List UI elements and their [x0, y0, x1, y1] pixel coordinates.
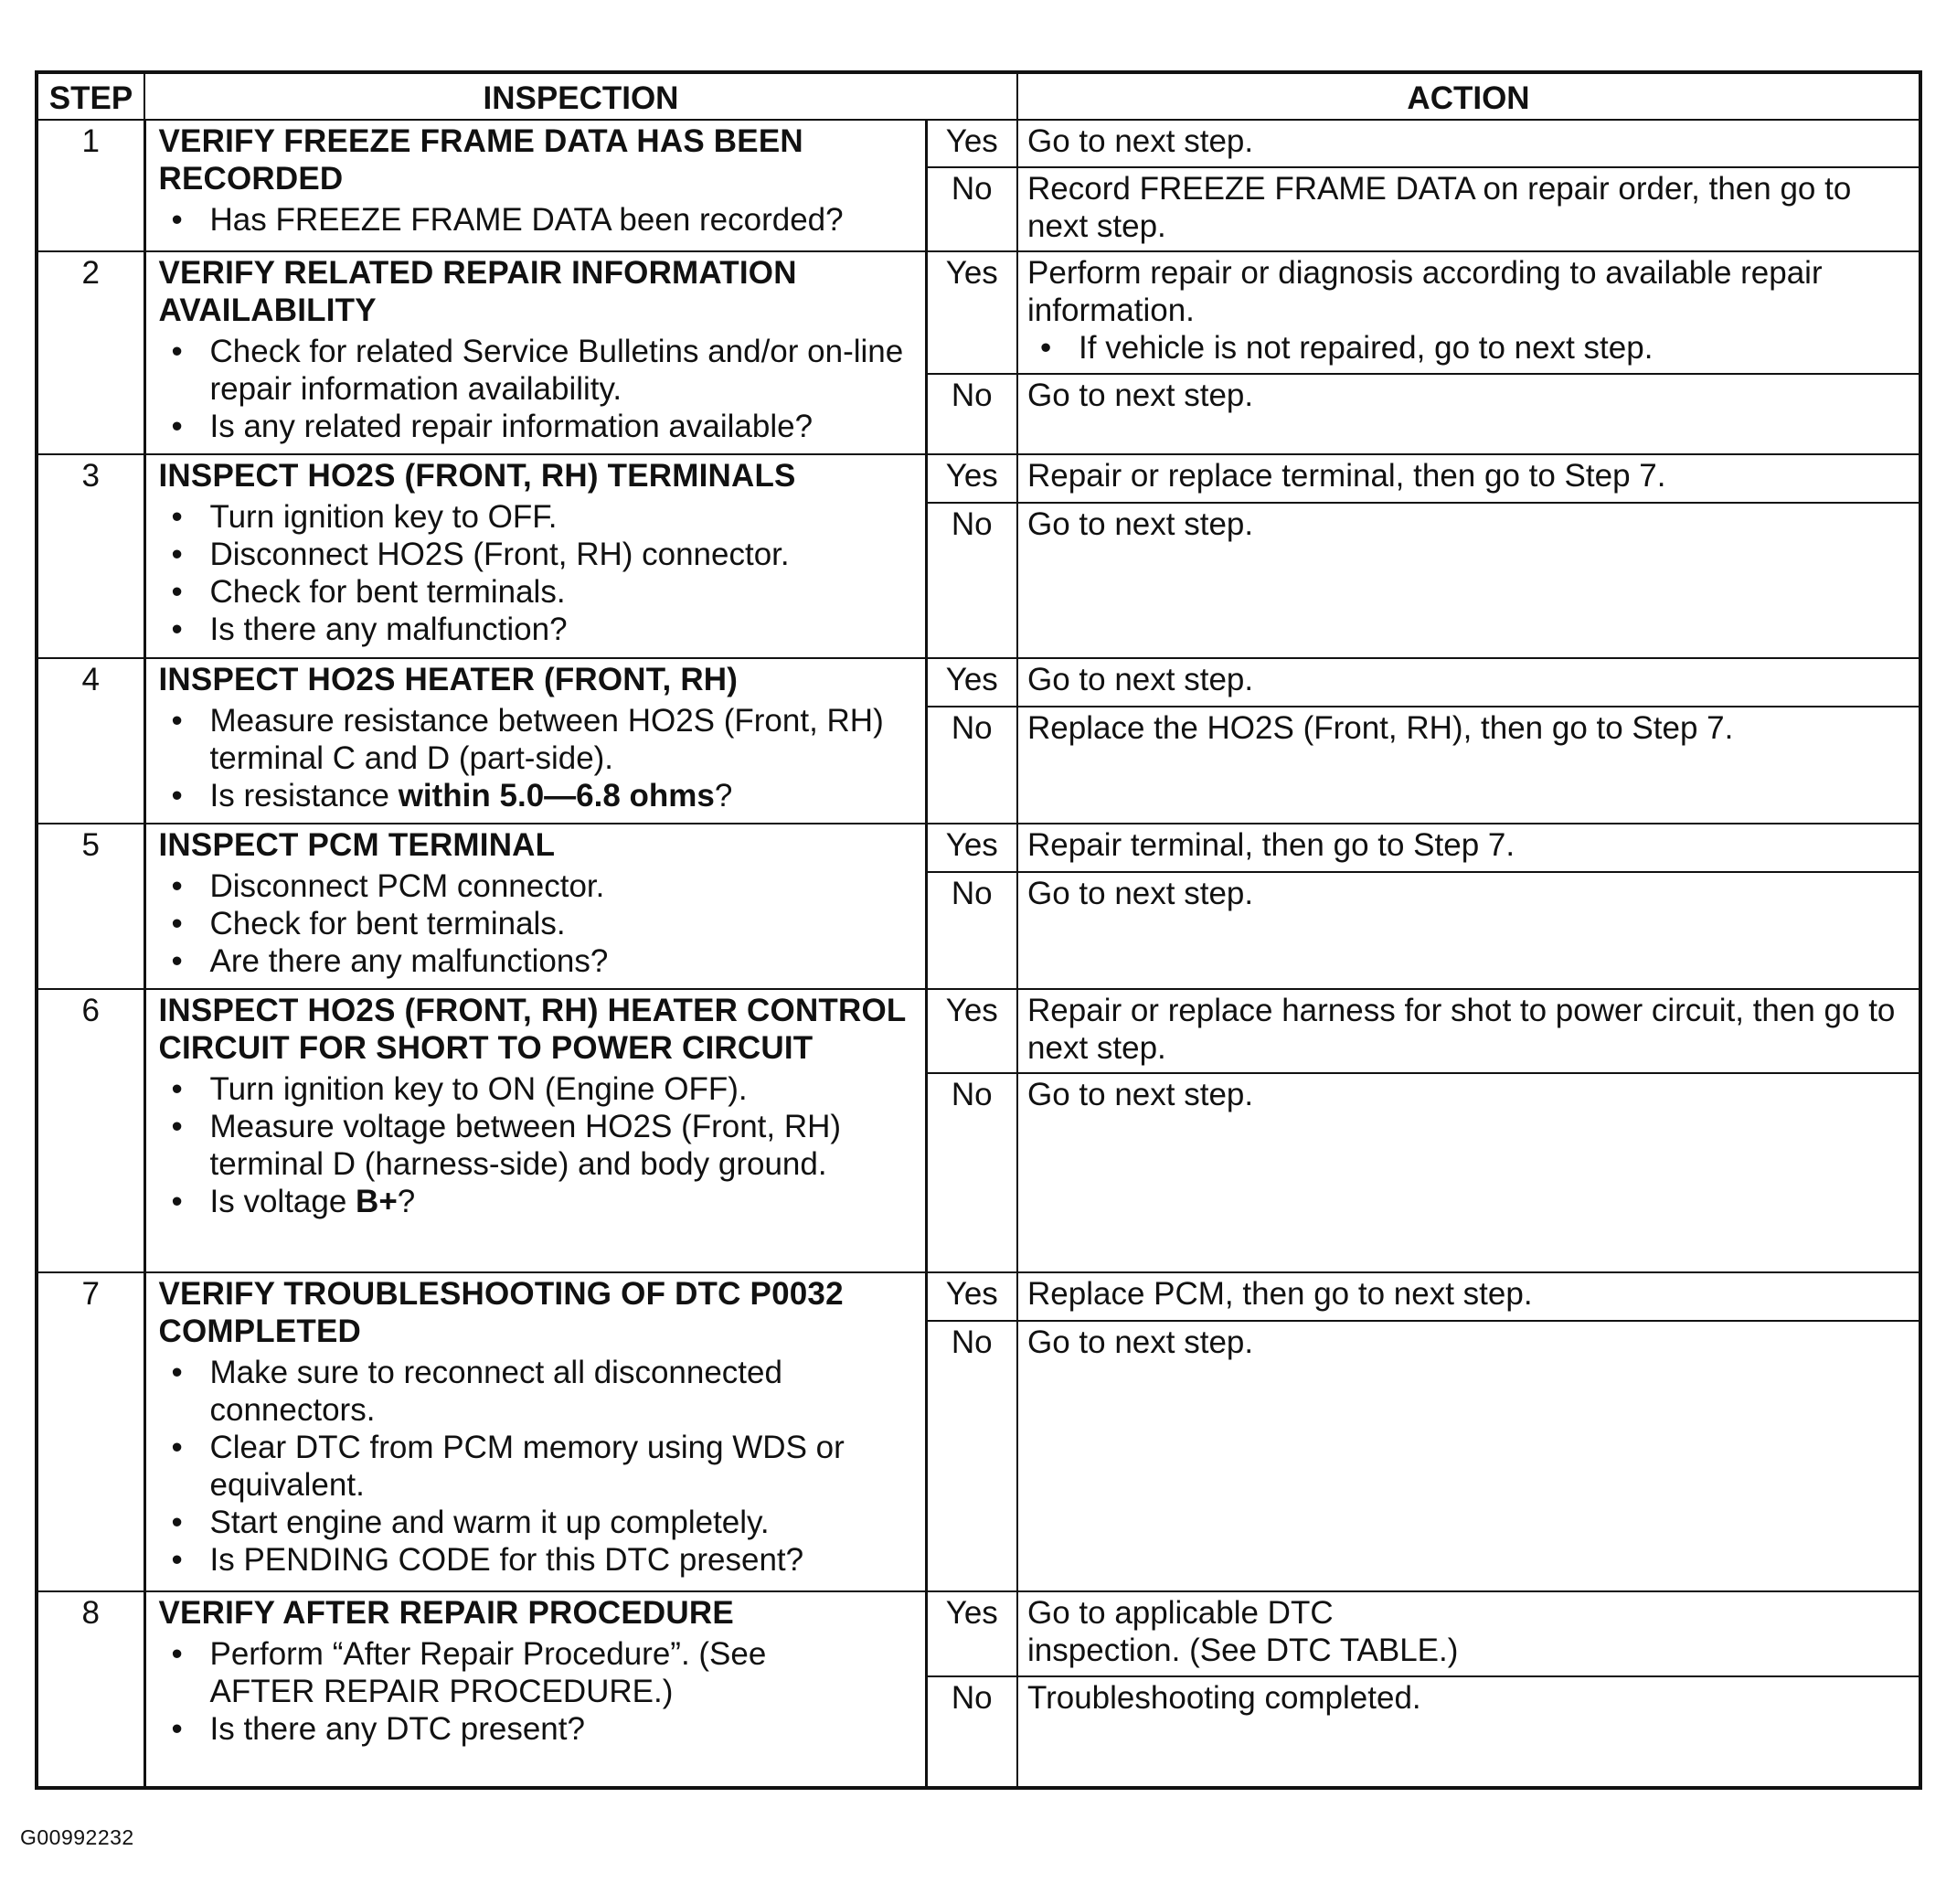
bullet-item: • If vehicle is not repaired, go to next step.	[1027, 329, 1911, 367]
inspection-bullets	[159, 498, 918, 648]
bullet-text: Is voltage	[209, 1184, 356, 1219]
bullet-item: • Perform “After Repair Procedure”. (See AFTER REPAIR PROCEDURE.)	[159, 1635, 850, 1710]
yes-action: Go to applicable DTC inspection. (See DTC TABLE.)	[1017, 1591, 1920, 1676]
header-inspection: INSPECTION	[144, 72, 1017, 120]
header-action: ACTION	[1017, 72, 1920, 120]
inspection-cell	[144, 251, 926, 454]
bullet-item: • Is there any DTC present?	[159, 1710, 918, 1748]
no-action: Go to next step.	[1017, 872, 1920, 989]
yes-action: Go to next step.	[1017, 658, 1920, 707]
inspection-bullets	[159, 1635, 918, 1748]
no-action: Record FREEZE FRAME DATA on repair order, then go to next step.	[1017, 167, 1920, 251]
inspection-cell	[144, 658, 926, 824]
table-row	[37, 1272, 1920, 1321]
bullet-item: • Clear DTC from PCM memory using WDS or equivalent.	[159, 1429, 918, 1504]
table-row	[37, 454, 1920, 503]
bullet-item: • Are there any malfunctions?	[159, 942, 918, 980]
bullet-item: • Is there any malfunction?	[159, 611, 918, 648]
figure-id: G00992232	[20, 1825, 134, 1849]
header-row	[37, 72, 1920, 120]
inspection-bullets	[159, 1070, 918, 1220]
no-label: No	[926, 872, 1017, 989]
bullet-item: • Turn ignition key to OFF.	[159, 498, 918, 536]
yes-action: Repair or replace harness for shot to power circuit, then go to next step.	[1017, 989, 1920, 1073]
no-label: No	[926, 167, 1017, 251]
no-label: No	[926, 1321, 1017, 1591]
inspection-cell	[144, 1591, 926, 1788]
inspection-title: VERIFY TROUBLESHOOTING OF DTC P0032 COMPLETED	[158, 1276, 844, 1349]
inspection-title: VERIFY FREEZE FRAME DATA HAS BEEN RECORDED	[158, 123, 803, 197]
step-number: 1	[37, 120, 144, 251]
bullet-item: • Turn ignition key to ON (Engine OFF).	[159, 1070, 918, 1108]
yes-action: Perform repair or diagnosis according to available repair information.	[1027, 255, 1823, 328]
no-label: No	[926, 707, 1017, 824]
yes-label: Yes	[926, 120, 1017, 167]
table-row	[37, 824, 1920, 872]
table-row	[37, 120, 1920, 167]
no-label: No	[926, 1073, 1017, 1272]
yes-label: Yes	[926, 1591, 1017, 1676]
no-action: Replace the HO2S (Front, RH), then go to Step 7.	[1017, 707, 1920, 824]
yes-label: Yes	[926, 454, 1017, 503]
no-action: Go to next step.	[1017, 503, 1920, 658]
no-label: No	[926, 1676, 1017, 1788]
step-number: 7	[37, 1272, 144, 1591]
action-bullets	[1027, 329, 1911, 367]
yes-action-cell	[1017, 251, 1920, 374]
bullet-item: • Check for bent terminals.	[159, 905, 918, 942]
yes-label: Yes	[926, 989, 1017, 1073]
spec-value: within 5.0—6.8 ohms	[398, 778, 715, 814]
yes-action: Go to next step.	[1017, 120, 1920, 167]
header-step: STEP	[37, 72, 144, 120]
inspection-bullets	[159, 201, 918, 239]
bullet-item: • Measure resistance between HO2S (Front, RH) terminal C and D (part-side).	[159, 702, 918, 777]
inspection-cell	[144, 989, 926, 1272]
yes-action: Repair or replace terminal, then go to Step 7.	[1017, 454, 1920, 503]
yes-label: Yes	[926, 1272, 1017, 1321]
bullet-text: Is resistance	[209, 778, 399, 814]
yes-action: Replace PCM, then go to next step.	[1017, 1272, 1920, 1321]
inspection-title: INSPECT HO2S (FRONT, RH) HEATER CONTROL CIRCUIT FOR SHORT TO POWER CIRCUIT	[158, 993, 906, 1066]
no-action: Go to next step.	[1017, 1321, 1920, 1591]
bullet-item: • Disconnect PCM connector.	[159, 867, 918, 905]
bullet-item	[159, 777, 918, 814]
yes-label: Yes	[926, 658, 1017, 707]
bullet-text: ?	[397, 1184, 416, 1219]
table-row	[37, 251, 1920, 374]
inspection-cell	[144, 824, 926, 989]
yes-label: Yes	[926, 251, 1017, 374]
step-number: 5	[37, 824, 144, 989]
bullet-item: • Start engine and warm it up completely.	[159, 1504, 918, 1541]
inspection-bullets	[159, 333, 918, 445]
step-number: 8	[37, 1591, 144, 1788]
inspection-title: INSPECT HO2S HEATER (FRONT, RH)	[158, 662, 739, 697]
bullet-item: • Disconnect HO2S (Front, RH) connector.	[159, 536, 918, 573]
spec-value: B+	[356, 1184, 398, 1219]
no-action: Troubleshooting completed.	[1017, 1676, 1920, 1788]
bullet-item: • Is any related repair information available?	[159, 408, 918, 445]
table-row	[37, 989, 1920, 1073]
troubleshooting-table	[35, 70, 1922, 1790]
step-number: 2	[37, 251, 144, 454]
inspection-title: VERIFY AFTER REPAIR PROCEDURE	[158, 1595, 734, 1631]
table-row	[37, 658, 1920, 707]
inspection-cell	[144, 454, 926, 658]
inspection-title: VERIFY RELATED REPAIR INFORMATION AVAILABILITY	[158, 255, 797, 328]
step-number: 4	[37, 658, 144, 824]
bullet-item	[159, 1183, 918, 1220]
inspection-cell	[144, 120, 926, 251]
bullet-item: • Is PENDING CODE for this DTC present?	[159, 1541, 918, 1579]
inspection-bullets	[159, 867, 918, 980]
inspection-title: INSPECT PCM TERMINAL	[158, 827, 556, 863]
inspection-cell	[144, 1272, 926, 1591]
no-label: No	[926, 503, 1017, 658]
inspection-bullets	[159, 702, 918, 814]
table-row	[37, 1591, 1920, 1676]
bullet-item: • Check for related Service Bulletins and/or on-line repair information availability.	[159, 333, 918, 408]
no-action: Go to next step.	[1017, 1073, 1920, 1272]
inspection-bullets	[159, 1354, 918, 1579]
bullet-text: ?	[714, 778, 733, 814]
bullet-item: • Check for bent terminals.	[159, 573, 918, 611]
no-label: No	[926, 374, 1017, 454]
yes-label: Yes	[926, 824, 1017, 872]
inspection-title: INSPECT HO2S (FRONT, RH) TERMINALS	[158, 458, 796, 494]
yes-action: Repair terminal, then go to Step 7.	[1017, 824, 1920, 872]
bullet-item: • Measure voltage between HO2S (Front, RH) terminal D (harness-side) and body ground.	[159, 1108, 918, 1183]
bullet-item: • Has FREEZE FRAME DATA been recorded?	[159, 201, 918, 239]
step-number: 3	[37, 454, 144, 658]
bullet-item: • Make sure to reconnect all disconnected connectors.	[159, 1354, 918, 1429]
step-number: 6	[37, 989, 144, 1272]
no-action: Go to next step.	[1017, 374, 1920, 454]
